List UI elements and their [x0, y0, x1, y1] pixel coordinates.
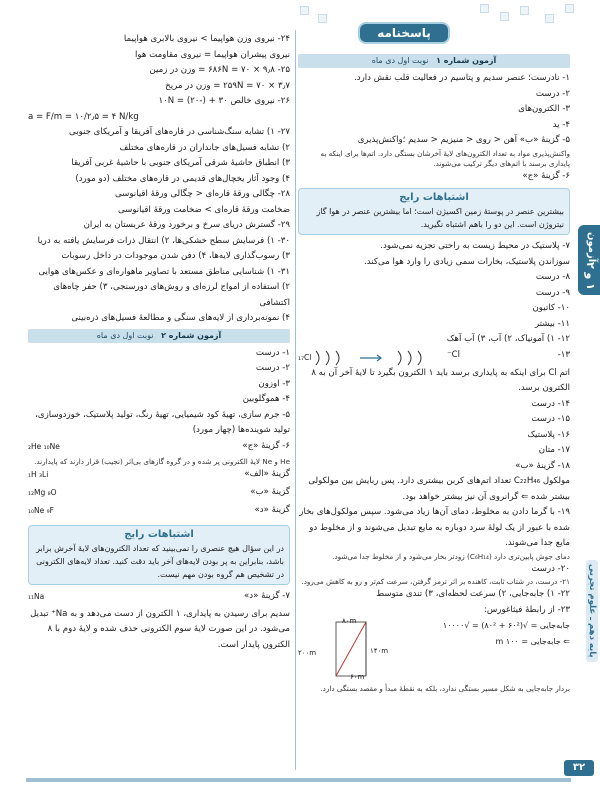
answer-17: ۱۷- متان	[538, 445, 570, 455]
header-decoration	[0, 0, 600, 30]
pythagoras-equation	[410, 618, 570, 649]
fig-label-d: ۶۰m	[350, 673, 365, 681]
option-b	[28, 485, 290, 503]
exam2-answer-4: ۴- هموگلوبین	[242, 394, 290, 404]
answer-8: ۸- درست	[535, 272, 570, 282]
option-d-atoms: ₁₀Ne ₉F	[28, 505, 54, 515]
left-column	[28, 32, 290, 653]
side-tab	[572, 0, 600, 800]
option-d	[28, 503, 290, 521]
common-mistakes-box-2	[28, 525, 290, 585]
common-mistakes-box-1	[298, 188, 570, 235]
grade-label: پایه دهم ـ علوم تجربی	[586, 560, 598, 662]
answer-26-eq: a = F/m = ۱۰/۲٫۵ = ۴ N/kg	[28, 111, 139, 122]
answer-20: ۲۰- درست	[531, 563, 570, 574]
page-number: ۳۲	[564, 760, 594, 776]
exam2-title: آزمون شماره ۲	[161, 330, 222, 340]
answer-18-text: مولکول C₂₂H₄₆ تعداد اتم‌های کربن بیشتری دارد. پس ربایش بین مولکولی بیشتر شده ⇐ گرانروی آن نیز بیشتر خواهد بود.	[308, 476, 570, 502]
answer-27: ۲۷- ۱) تشابه سنگ‌شناسی در قاره‌های آفریقا و آمریکای جنوبی	[69, 127, 290, 137]
fig-label-a: ۸۰m	[342, 617, 357, 625]
exam2-band	[28, 329, 290, 343]
answer-6: ۶- گزینهٔ «ج»	[522, 170, 570, 181]
decor-cube	[565, 4, 574, 13]
exam2-answer-7-label: ۷- گزینهٔ «د»	[244, 590, 290, 601]
answer-13	[298, 348, 570, 366]
answer-27-d: ۴) وجود آثار یخچال‌های قدیمی در قاره‌های مختلف (دو مورد)	[75, 173, 290, 184]
tip-text: بیشترین عنصر در پوستهٔ زمین اکسیژن است؛ اما بیشترین عنصر در هوا گاز نیتروژن است. این دو را باهم اشتباه نگیرید.	[316, 207, 564, 229]
fig-label-c: ۲۰۰m	[298, 649, 317, 657]
exam1-subtitle: نوبت اول دی ماه	[371, 56, 429, 65]
answer-11: ۱۱- بیشتر	[534, 318, 570, 329]
answer-30: ۳۰- ۱) فرسایش سطح خشکی‌ها، ۲) انتقال ذرات فرسایش یافته به دریا	[37, 235, 290, 246]
pythagoras-eq-line-2: ⇐ جابه‌جایی = ۱۰۰ m	[495, 636, 570, 646]
option-a-atoms: ₁H ₃Li	[28, 469, 49, 479]
decor-cube	[300, 6, 309, 15]
decor-cube	[520, 6, 529, 15]
answer-23-work	[298, 618, 570, 684]
answer-22: ۲۲- ۱) جابه‌جایی، ۲) سرعت لحظه‌ای، ۳) تندی متوسط	[376, 589, 570, 599]
page-title: پاسخنامه	[358, 22, 450, 44]
decor-cube	[545, 14, 554, 23]
option-a	[28, 467, 290, 485]
exam2-answer-6-atoms: ₂He ₁₀Ne	[28, 441, 60, 451]
answer-24: ۲۴- نیروی وزن هواپیما > نیروی بالابری هواپیما	[123, 34, 290, 44]
answer-31-b: ۲) استفاده از امواج لرزه‌ای و روش‌های دورسنجی، ۳) حفر چاه‌های اکتشافی	[53, 282, 290, 308]
right-column	[298, 52, 570, 694]
answer-19-note: دمای جوش پایین‌تری دارد (C₆H₁₄) زودتر بخار می‌شود و از مخلوط جدا می‌شود.	[332, 551, 570, 561]
answer-7-b: سوزاندن پلاستیک، بخارات سمی زیادی را وارد هوا می‌کند.	[364, 256, 570, 267]
exam2-answer-7-text: سدیم برای رسیدن به پایداری، ۱ الکترون از دست می‌دهد و به Na⁺ تبدیل می‌شود. در این صورت لایهٔ سوم الکترونی حذف شده و لایهٔ دوم با ۸ الکترون پایدار است.	[30, 608, 290, 650]
exam2-answer-3: ۳- اوزون	[258, 378, 290, 389]
answer-2: ۲- درست	[535, 88, 570, 99]
column-divider	[295, 30, 296, 770]
exam2-answer-6-note: He و Ne لایهٔ الکترونی پر شده و در گروه گازهای بی‌اثر (نجیب) قرار دارند که پایدارند.	[34, 456, 290, 466]
answer-25-b: ۲۵۹N = ۷۰ × ۳٫۷ = وزن در مریخ	[165, 80, 290, 91]
bottom-band	[26, 778, 571, 782]
pythagoras-eq-line-1: جابه‌جایی = √(۶۰² + ۸۰²) = √۱۰۰۰۰	[442, 621, 570, 630]
exam2-answer-6	[28, 439, 290, 457]
na-atom-label: ₁₁Na	[28, 591, 45, 601]
answer-25: ۲۵- ۶۸۶N = ۷۰ × ۹٫۸ = وزن در زمین	[149, 65, 290, 75]
bohr-diagram-cl	[298, 349, 448, 367]
exam2-answer-2: ۲- درست	[255, 363, 290, 373]
tip-title: اشتباهات رایج	[124, 528, 194, 540]
answer-23: ۲۳- از رابطهٔ فیثاغورس:	[483, 604, 570, 615]
answer-29: ۲۹- گسترش دریای سرخ و برخورد ورقهٔ عربستان به ایران	[83, 220, 290, 230]
tip-title: اشتباهات رایج	[399, 192, 469, 203]
exam2-subtitle: نوبت اول دی ماه	[96, 330, 154, 340]
option-d-label: گزینهٔ «د»	[254, 504, 290, 515]
answer-1: ۱- نادرست؛ عنصر سدیم و پتاسیم در فعالیت قلب نقش دارد.	[354, 73, 570, 83]
answer-24-b: نیروی پیشران هواپیما = نیروی مقاومت هوا	[135, 49, 290, 60]
option-b-label: گزینهٔ «ب»	[250, 486, 290, 497]
answer-12: ۱۲- ۱) آمونیاک، ۲) آب، ۳) آب آهک	[446, 334, 570, 344]
answer-4: ۴- ید	[552, 119, 570, 130]
exam2-answer-7	[28, 589, 290, 607]
answer-9: ۹- درست	[535, 287, 570, 298]
option-b-atoms: ₁₂Mg ₈O	[28, 487, 57, 497]
answer-26: ۲۶- نیروی خالص ۱۰N = (۲۰-) + ۳۰	[158, 96, 290, 106]
answer-27-b: ۲) تشابه فسیل‌های جانداران در قاره‌های مختلف	[119, 142, 290, 153]
exam2-answer-5: ۵- جرم سازی، تهیهٔ کود شیمیایی، تهیهٔ رنگ، تولید پلاستیک، خوردوسازی، تولید شوینده‌ها (چهار مورد)	[35, 409, 290, 435]
answer-13-label: ۱۳-	[557, 349, 570, 360]
tip-text: در این سؤال هیچ عنصری را نمی‌بینید که تعداد الکترون‌های لایهٔ آخرش برابر باشد، بنابراین به پر بودن لایه‌های آخر باید دقت کنید. تعداد لایه‌های الکترونی در تشخیص هم گروه بودن مهم نیست.	[36, 543, 284, 579]
answer-7: ۷- پلاستیک در محیط زیست به راحتی تجزیه نمی‌شود.	[380, 241, 570, 251]
answer-23-note: بردار جابه‌جایی به شکل مسیر بستگی ندارد، بلکه به نقطهٔ مبدأ و مقصد بستگی دارد.	[320, 684, 570, 693]
answer-18: ۱۸- گزینهٔ «ب»	[515, 460, 570, 471]
answer-13-text: اتم Cl برای اینکه به پایداری برسد باید ۱ الکترون بگیرد تا لایهٔ آخر آن به ۸ الکترون برسد.	[311, 367, 570, 393]
answer-21: ۲۱- درست، در شتاب ثابت، کاهنده بر اثر ترمز گرفتن، سرعت کم‌تر و رو به کاهش می‌رود.	[301, 577, 570, 586]
answer-27-c: ۳) انطباق حاشیهٔ شرقی آمریکای جنوبی با حاشیهٔ غربی آفریقا	[71, 158, 290, 168]
exam2-answer-1: ۱- درست	[255, 347, 290, 358]
answer-28-b: ضخامت ورقهٔ قاره‌ای > ضخامت ورقهٔ اقیانوسی	[117, 204, 290, 215]
answer-16: ۱۶- پلاستیک	[527, 429, 570, 440]
decor-cube	[500, 12, 509, 21]
decor-cube	[318, 14, 327, 23]
side-tab-numbers: ۱ و ۲	[584, 262, 597, 290]
exam1-title: آزمون شماره ۱	[436, 56, 497, 65]
option-a-label: گزینهٔ «الف»	[244, 468, 290, 479]
answer-30-b: ۳) رسوب‌گذاری لایه‌ها، ۴) دفن شدن موجودات در داخل رسوبات	[61, 251, 290, 261]
answer-19: ۱۹- با گرما دادن به مخلوط، دمای آن‌ها زیاد می‌شود. سپس مولکول‌های بخار شده با عبور از یک لولهٔ سرد دوباره به مایع تبدیل می‌شوند و از مخلوط دو مایع جدا می‌شوند.	[299, 507, 570, 548]
exam2-answer-6-label: ۶- گزینهٔ «ج»	[242, 440, 290, 451]
answer-31: ۳۱- ۱) شناسایی مناطق مستعد با تصاویر ماهواره‌ای و عکس‌های هوایی	[38, 266, 290, 277]
answer-3: ۳- الکترون‌های	[518, 104, 570, 114]
answer-28: ۲۸- چگالی ورقهٔ قاره‌ای < چگالی ورقهٔ اقیانوسی	[115, 189, 290, 199]
exam1-band	[298, 54, 570, 68]
answer-31-c: ۴) نمونه‌برداری از لایه‌های سنگی و مطالعهٔ فسیل‌های ذره‌بینی	[71, 313, 290, 323]
answer-14: ۱۴- درست	[531, 398, 570, 409]
answer-10: ۱۰- کاتیون	[532, 303, 570, 313]
answer-5-note: واکنش‌پذیری مواد به تعداد الکترون‌های لایهٔ آخرشان بستگی دارد. اتم‌ها برای اینکه به پایداری برسند با اتم‌های دیگر ترکیب می‌شوند.	[320, 148, 570, 168]
fig-label-b: ۱۴۰m	[370, 647, 389, 655]
cl-atom-label: ₁₇Cl	[298, 352, 312, 362]
answer-15: ۱۵- درست	[531, 414, 570, 424]
side-tab-title: آزمون	[586, 232, 597, 263]
decor-cube	[480, 4, 489, 13]
cl-ion-label: Cl⁻	[447, 349, 460, 360]
answer-5: ۵- گزینهٔ «ب» آهن < روی < منیزیم < سدیم ؛واکنش‌پذیری	[357, 135, 570, 145]
